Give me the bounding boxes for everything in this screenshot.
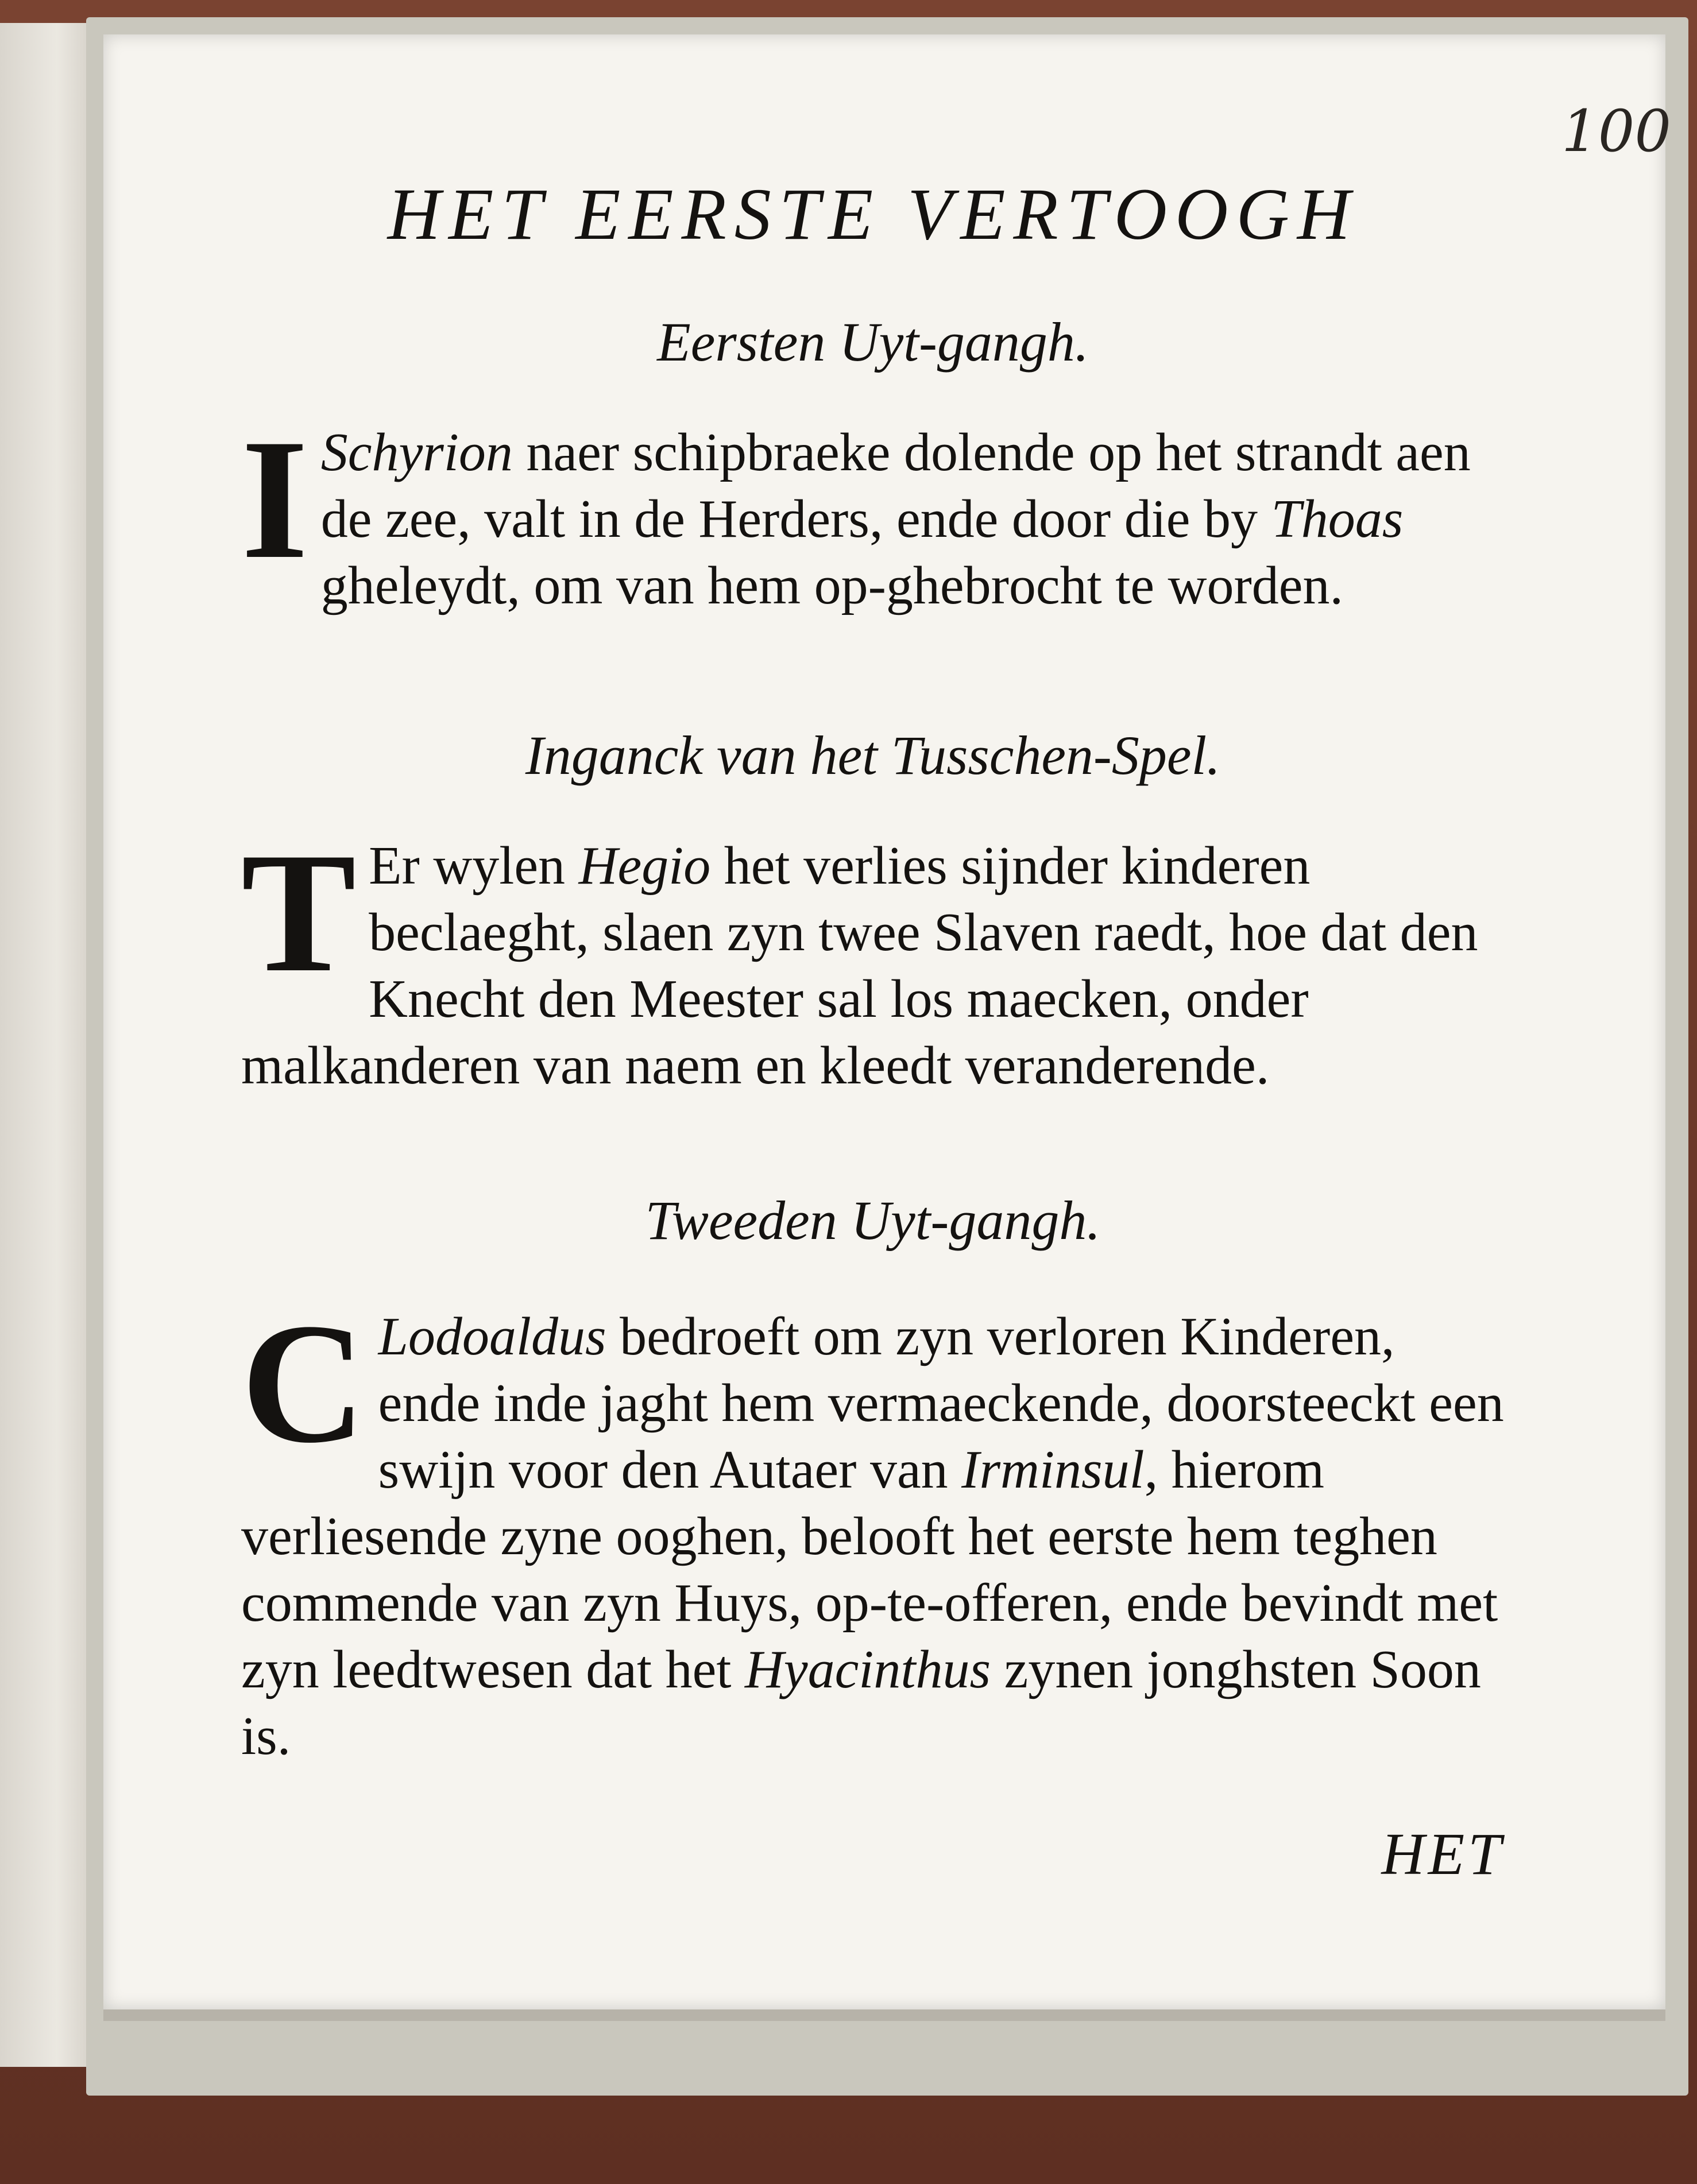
person-name: Lodoaldus bbox=[378, 1307, 606, 1366]
section-paragraph bbox=[241, 1288, 1505, 1769]
place-name: Irminsul bbox=[961, 1440, 1145, 1500]
book-page bbox=[103, 34, 1671, 2009]
person-name: Schyrion bbox=[320, 423, 513, 482]
text-block bbox=[241, 121, 1505, 1887]
section-paragraph bbox=[241, 404, 1505, 619]
paragraph-text: bedroeft om zyn verloren Kinderen, ende inde jaght hem vermaeckende, doorsteeckt een swijn voor den Autaer van bbox=[378, 1307, 1504, 1500]
catchword: HET bbox=[1381, 1821, 1505, 1887]
page-bottom-edge bbox=[103, 2009, 1665, 2021]
paragraph-text: het verlies sijnder kinderen beclaeght, slaen zyn twee Slaven raedt, hoe dat den Knecht den Meester sal los maecken, onder malkanderen van naem en kleedt veranderende. bbox=[241, 836, 1478, 1095]
person-name: Hegio bbox=[578, 836, 711, 896]
drop-cap: I bbox=[241, 404, 308, 594]
running-title: HET EERSTE VERTOOGH bbox=[387, 173, 1359, 255]
section-heading: Eersten Uyt-gangh. bbox=[657, 311, 1089, 373]
section-paragraph bbox=[241, 817, 1505, 1099]
paragraph-text: Er wylen bbox=[369, 836, 579, 896]
drop-cap: C bbox=[241, 1288, 366, 1478]
person-name: Hyacinthus bbox=[744, 1640, 991, 1699]
section-heading: Inganck van het Tusschen-Spel. bbox=[525, 725, 1221, 786]
paragraph-text: zynen jonghsten Soon is. bbox=[241, 1640, 1481, 1766]
paragraph-text: , hierom verliesende zyne ooghen, belooft het eerste hem teghen commende van zyn Huys, op-te-offeren, ende bevindt met zyn leedtwesen dat het bbox=[241, 1440, 1498, 1699]
person-name: Thoas bbox=[1271, 489, 1404, 549]
paragraph-text: gheleydt, om van hem op-ghebrocht te worden. bbox=[320, 556, 1344, 615]
page-number: 100 bbox=[1561, 98, 1671, 165]
drop-cap: T bbox=[241, 817, 357, 1008]
paragraph-text: naer schipbraeke dolende op het strandt aen de zee, valt in de Herders, ende door die by bbox=[320, 423, 1471, 549]
section-heading: Tweeden Uyt-gangh. bbox=[645, 1190, 1101, 1251]
